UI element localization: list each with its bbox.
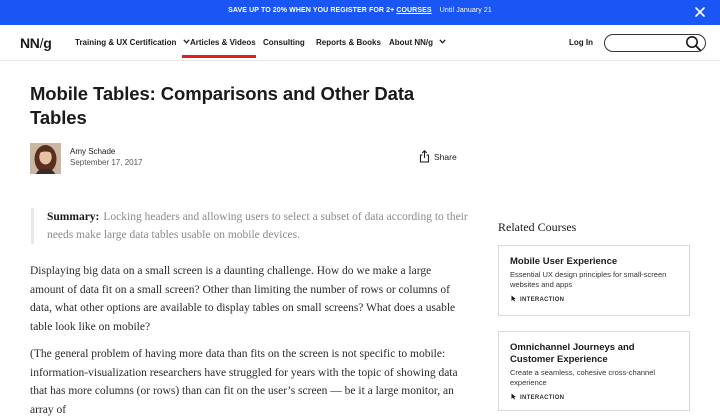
nav-item-reports[interactable] — [316, 38, 381, 47]
login-link[interactable]: Log In — [569, 38, 593, 47]
promo-banner — [0, 0, 720, 25]
nav-item-consulting[interactable] — [263, 38, 305, 47]
nav-item-label: Training & UX Certification — [75, 38, 177, 47]
close-icon[interactable] — [694, 6, 706, 18]
course-card-mobile-ux[interactable] — [498, 245, 690, 316]
course-type-label: INTERACTION — [520, 297, 565, 303]
nng-logo[interactable] — [20, 35, 51, 51]
course-card-omnichannel[interactable] — [498, 331, 690, 411]
share-label: Share — [434, 152, 457, 162]
course-description: Create a seamless, cohesive cross-channel experience — [510, 368, 656, 387]
nav-item-label: Consulting — [263, 38, 305, 47]
nav-item-label: Articles & Videos — [190, 38, 256, 47]
nav-item-articles[interactable] — [190, 38, 256, 47]
logo-slash: / — [39, 35, 44, 51]
interaction-icon — [510, 295, 517, 302]
share-icon — [419, 150, 430, 163]
author-name[interactable]: Amy Schade — [70, 147, 116, 156]
nav-item-training[interactable] — [75, 38, 190, 47]
body-paragraph: Displaying big data on a small screen is a daunting challenge. How do we make a large amount of data fit on a small screen? Other than limiting the number of rows or columns of data, what other options are available to display tables on small screens? What does a usable table look like on mobile? — [30, 265, 456, 333]
share-button[interactable] — [419, 150, 457, 163]
promo-text — [0, 7, 720, 14]
logo-nn: NN — [20, 35, 40, 51]
course-type — [510, 295, 678, 303]
nav-item-about[interactable] — [389, 38, 446, 47]
course-title: Mobile User Experience — [510, 256, 618, 267]
article-title: Mobile Tables: Comparisons and Other Data Tables — [30, 83, 415, 128]
promo-courses-link[interactable]: COURSES — [396, 7, 432, 14]
promo-date: Until January 21 — [439, 7, 492, 14]
nav-item-label: Reports & Books — [316, 38, 381, 47]
chevron-down-icon — [439, 39, 446, 44]
summary-text: Locking headers and allowing users to select a subset of data according to their needs make large data tables usable on mobile devices. — [47, 211, 468, 241]
active-nav-indicator — [182, 55, 256, 58]
body-paragraph: (The general problem of having more data than fits on the screen is not specific to mobile: information-visualization researchers have struggled for years with the topic of showing data that has more columns (or rows) than can fit on the user’s screen — be it a large monitor, an array of — [30, 348, 458, 416]
author-avatar[interactable] — [30, 143, 61, 174]
author-photo — [30, 143, 61, 174]
related-courses-heading: Related Courses — [498, 220, 577, 234]
logo-g: g — [43, 35, 52, 51]
course-title: Omnichannel Journeys and Customer Experience — [510, 342, 635, 365]
article-summary — [31, 208, 471, 244]
course-type — [510, 393, 678, 401]
interaction-icon — [510, 393, 517, 400]
course-type-label: INTERACTION — [520, 395, 565, 401]
nav-item-label: About NN/g — [389, 38, 433, 47]
search-icon[interactable] — [685, 35, 702, 52]
course-description: Essential UX design principles for small-screen websites and apps — [510, 270, 667, 289]
publish-date: September 17, 2017 — [70, 158, 143, 167]
chevron-down-icon — [183, 39, 190, 44]
promo-message: SAVE UP TO 20% WHEN YOU REGISTER FOR 2+ — [228, 7, 395, 14]
search-input[interactable] — [613, 37, 683, 49]
summary-label: Summary: — [47, 211, 100, 223]
